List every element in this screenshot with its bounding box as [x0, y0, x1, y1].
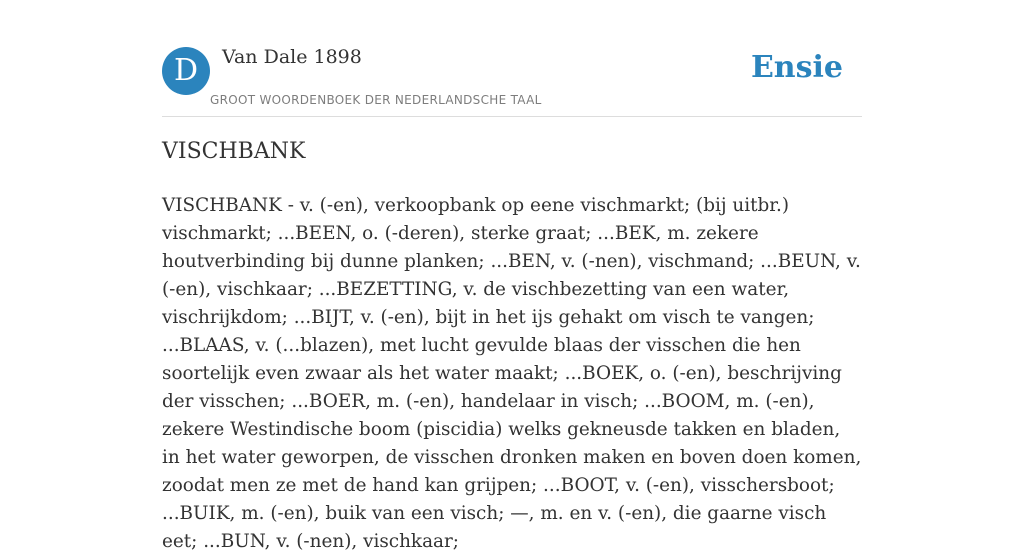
entry-definition: VISCHBANK - v. (-en), verkoopbank op eene vischmarkt; (bij uitbr.) vischmarkt; ...BEEN, o. (-deren), sterke graat; ...BEK, m. zekere houtverbinding bij dunne planken; ...BEN, v. (-nen), vischmand; ...BEUN, v. (-en), vischkaar; ...BEZETTING, v. de vischbezetting van een water, vischrijkdom; ...BIJT, v. (-en), bijt in het ijs gehakt om visch te vangen; ...BLAAS, v. (...blazen), met lucht gevulde blaas der visschen die hen soortelijk even zwaar als het water maakt; ...BOEK, o. (-en), beschrijving der visschen; ...BOER, m. (-en), handelaar in visch; ...BOOM, m. (-en), zekere Westindische boom (piscidia) welks gekneusde takken en bladen, in het water geworpen, de visschen dronken maken en boven doen komen, zoodat men ze met de hand kan grijpen; ...BOOT, v. (-en), visschersboot; ...BUIK, m. (-en), buik van een visch; —, m. en v. (-en), die gaarne visch eet; ...BUN, v. (-nen), vischkaar;: [162, 195, 862, 552]
dictionary-avatar[interactable]: D: [162, 47, 210, 95]
dictionary-subtitle: GROOT WOORDENBOEK DER NEDERLANDSCHE TAAL: [210, 93, 542, 107]
dictionary-header: [162, 46, 862, 117]
dictionary-name-link[interactable]: Van Dale 1898: [222, 46, 362, 68]
entry-title: VISCHBANK: [162, 139, 306, 164]
ensie-logo-link[interactable]: Ensie: [750, 50, 843, 85]
